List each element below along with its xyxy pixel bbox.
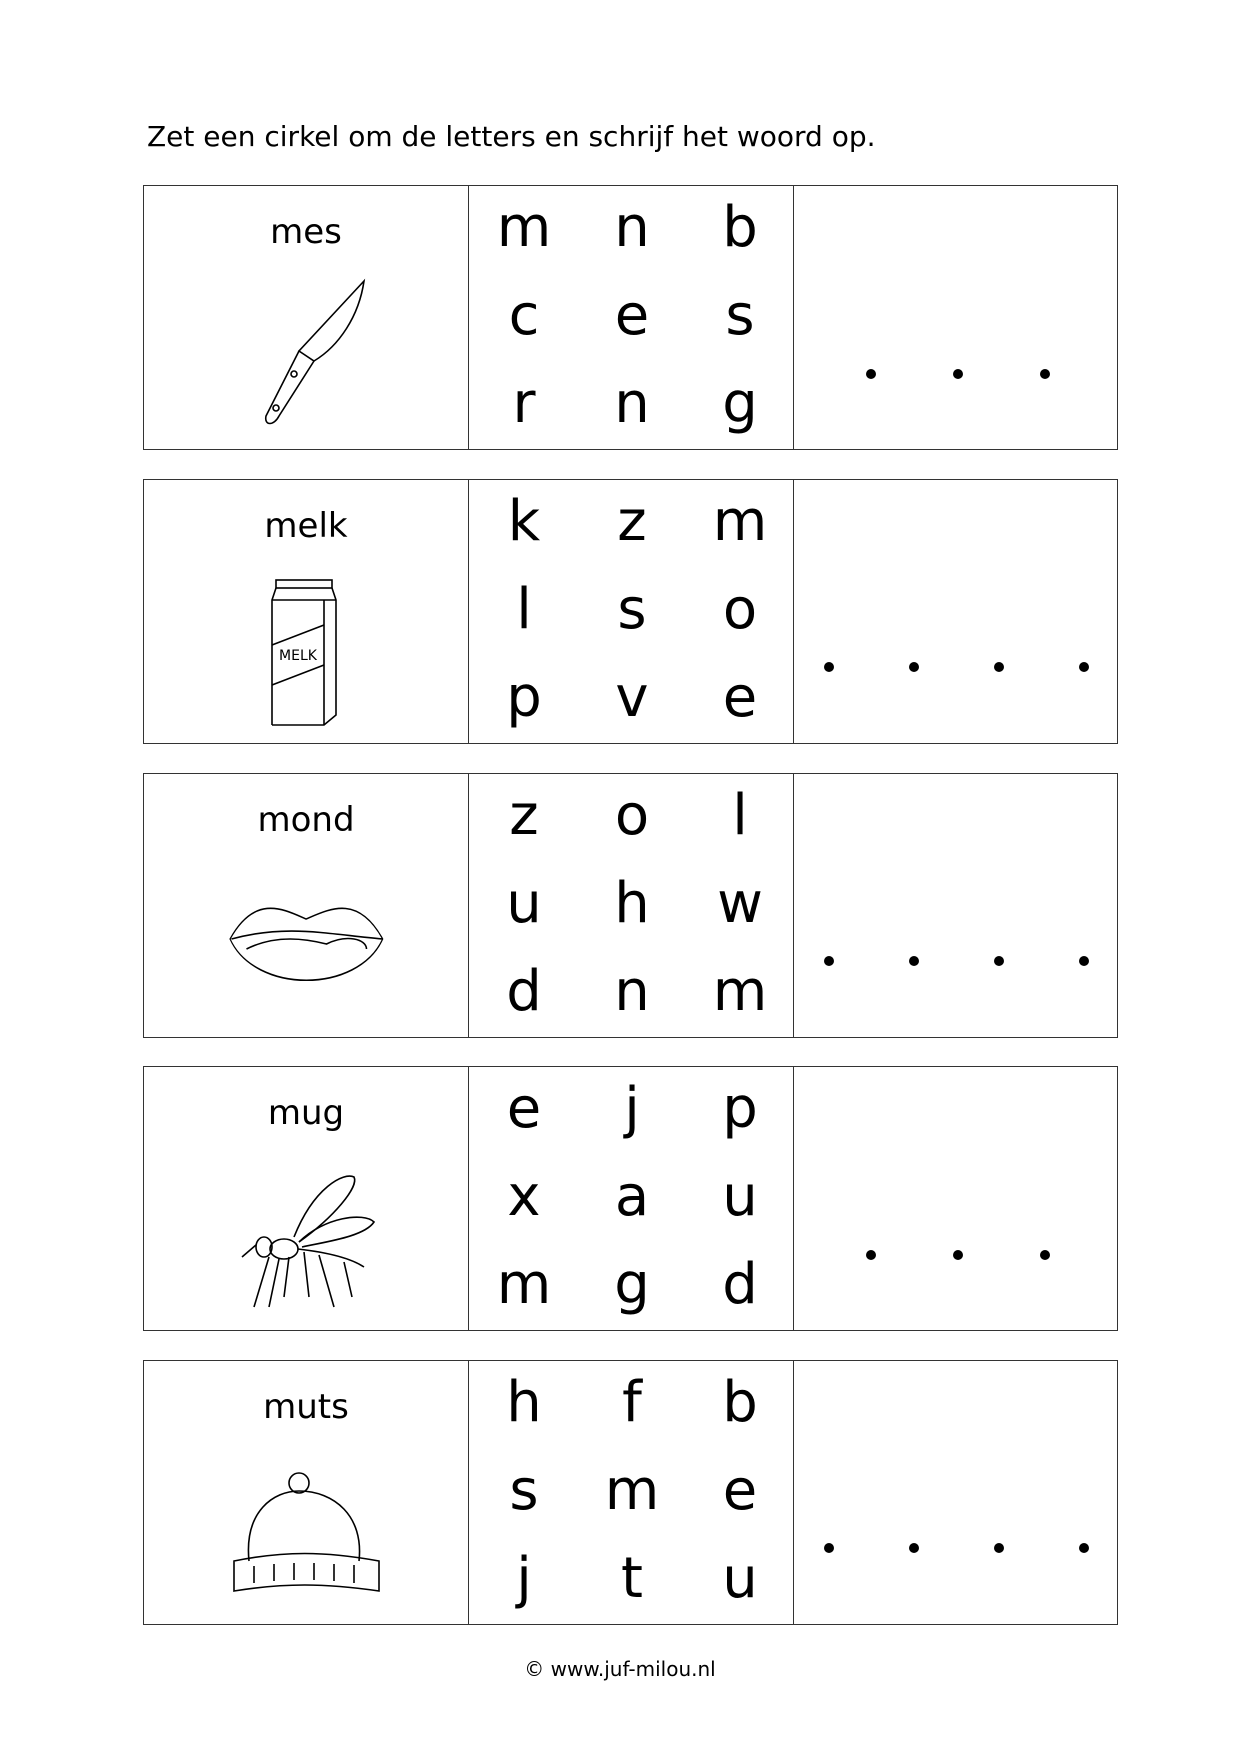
letter-choice[interactable]: m [604,1458,660,1523]
picture-cell [144,1067,469,1330]
answer-cell[interactable] [794,480,1117,743]
letter-choice[interactable]: s [617,577,647,642]
exercise-row-mond [143,773,1118,1038]
answer-cell[interactable] [794,1361,1117,1624]
word-label: melk [264,506,348,546]
letter-choice[interactable]: x [507,1164,541,1229]
letter-choice[interactable]: z [509,783,539,848]
answer-dot [994,662,1004,672]
answer-dot [953,1250,963,1260]
answer-dot [1079,956,1089,966]
letter-choice[interactable]: o [614,783,650,848]
answer-dot [1079,662,1089,672]
exercise-row-muts [143,1360,1118,1625]
letter-choice[interactable]: e [614,283,650,348]
letter-choice[interactable]: m [496,1252,552,1317]
letter-choice[interactable]: r [512,371,536,436]
letter-grid [469,480,794,743]
carton-label: MELK [279,648,317,664]
answer-dot [994,1543,1004,1553]
answer-dot [909,956,919,966]
answer-dot [994,956,1004,966]
picture-cell [144,1361,469,1624]
letter-choice[interactable]: m [712,489,768,554]
answer-cell[interactable] [794,1067,1117,1330]
letter-choice[interactable]: s [725,283,755,348]
letter-choice[interactable]: p [722,1076,758,1141]
picture-cell [144,774,469,1037]
letter-choice[interactable]: d [722,1252,758,1317]
exercise-row-mes [143,185,1118,450]
letter-choice[interactable]: g [614,1252,650,1317]
answer-dot [866,1250,876,1260]
picture-cell [144,480,469,743]
letter-grid [469,774,794,1037]
answer-dot [909,1543,919,1553]
letter-choice[interactable]: z [617,489,647,554]
letter-choice[interactable]: a [614,1164,650,1229]
exercise-row-melk [143,479,1118,744]
letter-choice[interactable]: m [712,959,768,1024]
word-label: mes [270,212,342,252]
letter-choice[interactable]: d [506,959,542,1024]
letter-choice[interactable]: t [621,1546,643,1611]
letter-choice[interactable]: n [614,195,650,260]
letter-choice[interactable]: e [722,665,758,730]
answer-cell[interactable] [794,186,1117,449]
exercise-row-mug [143,1066,1118,1331]
hat-icon [224,1451,384,1611]
letter-choice[interactable]: l [732,783,748,848]
letter-choice[interactable]: s [509,1458,539,1523]
mosquito-icon [224,1157,384,1317]
letter-choice[interactable]: u [506,871,542,936]
letter-choice[interactable]: m [496,195,552,260]
letter-choice[interactable]: g [722,371,758,436]
letter-grid [469,1067,794,1330]
milk-carton-icon [224,570,384,730]
letter-choice[interactable]: f [622,1370,642,1435]
instruction-text: Zet een cirkel om de letters en schrijf het woord op. [147,120,876,153]
letter-choice[interactable]: p [506,665,542,730]
letter-choice[interactable]: w [717,871,763,936]
letter-choice[interactable]: v [615,665,649,730]
answer-cell[interactable] [794,774,1117,1037]
letter-choice[interactable]: j [516,1546,532,1611]
word-label: muts [263,1387,349,1427]
copyright-footer: © www.juf-milou.nl [524,1657,716,1681]
letter-grid [469,1361,794,1624]
letter-choice[interactable]: e [506,1076,542,1141]
letter-choice[interactable]: h [614,871,650,936]
letter-choice[interactable]: j [624,1076,640,1141]
answer-dot [1040,369,1050,379]
letter-choice[interactable]: u [722,1164,758,1229]
letter-choice[interactable]: k [507,489,541,554]
word-label: mond [257,800,355,840]
letter-choice[interactable]: n [614,371,650,436]
answer-dot [824,956,834,966]
answer-dot [824,1543,834,1553]
letter-choice[interactable]: n [614,959,650,1024]
answer-dot [909,662,919,672]
answer-dot [953,369,963,379]
letter-choice[interactable]: b [722,1370,758,1435]
answer-dot [1079,1543,1089,1553]
answer-dot [824,662,834,672]
mouth-icon [194,864,419,1024]
letter-choice[interactable]: h [506,1370,542,1435]
letter-choice[interactable]: l [516,577,532,642]
letter-grid [469,186,794,449]
letter-choice[interactable]: c [508,283,540,348]
knife-icon [224,276,384,436]
letter-choice[interactable]: u [722,1546,758,1611]
picture-cell [144,186,469,449]
answer-dot [866,369,876,379]
letter-choice[interactable]: o [722,577,758,642]
word-label: mug [267,1093,345,1133]
letter-choice[interactable]: b [722,195,758,260]
letter-choice[interactable]: e [722,1458,758,1523]
answer-dot [1040,1250,1050,1260]
